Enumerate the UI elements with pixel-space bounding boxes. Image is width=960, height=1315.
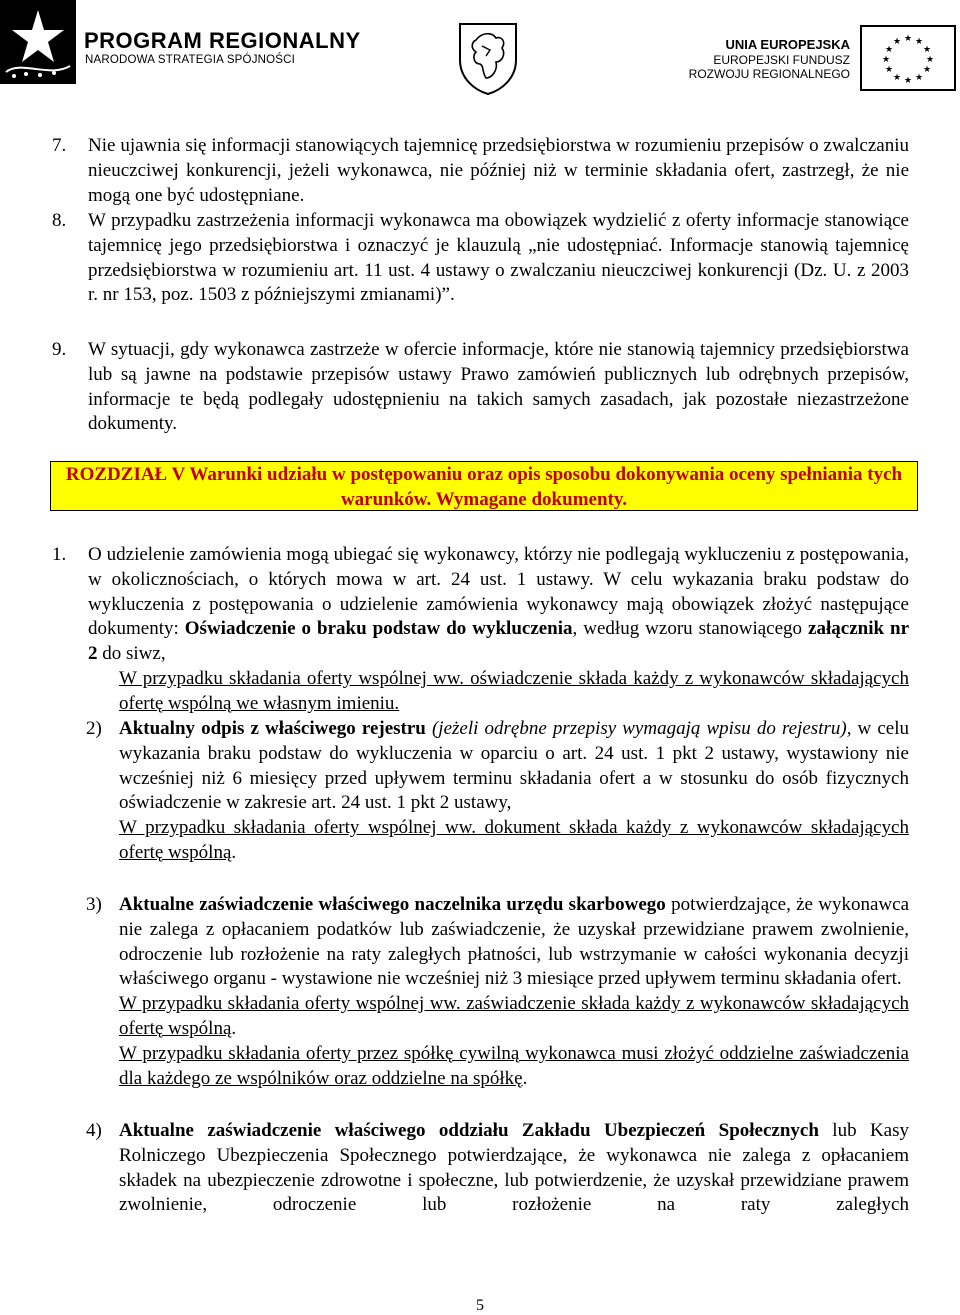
nss-star-logo-icon — [0, 0, 76, 84]
sub-2-italic: (jeżeli odrębne przepisy wymagają wpisu do rejestru), — [431, 718, 852, 739]
svg-text:★: ★ — [884, 45, 894, 55]
sub-3-note2-end: . — [522, 1067, 528, 1089]
item-7-text: Nie ujawnia się informacji stanowiących tajemnicę przedsiębiorstwa w rozumieniu przepisów o zwalczaniu nieuczciwej konkurencji, jeżeli wykonawca, nie później niż w terminie składania ofert, zastrzegł, że nie mogą one być udostępniane. — [88, 135, 909, 206]
svg-text:★: ★ — [922, 65, 932, 75]
doc1-note-text: W przypadku składania oferty wspólnej ww. oświadczenie składa każdy z wykonawców składających ofertę wspólną we własnym imieniu. — [119, 668, 909, 714]
sub-3-note1-end: . — [231, 1017, 237, 1039]
svg-text:★: ★ — [884, 65, 894, 75]
eu-logo — [688, 0, 960, 92]
section-1-intro: O udzielenie zamówienia mogą ubiegać się wykonawcy, którzy nie podlegają wykluczeniu z postępowania, w okolicznościach, o których mowa w art. 24 ust. 1 ustawy. W celu wykazania braku podstaw do wykluczenia z postępowania o udzielenie zamówienia wykonawcy mają obowiązek złożyć następujące dokumenty: — [88, 544, 909, 640]
svg-text:★: ★ — [881, 55, 891, 65]
item-8-text: W przypadku zastrzeżenia informacji wykonawca ma obowiązek wydzielić z oferty informacje stanowiące tajemnicę jego przedsiębiorstwa i oznaczyć je klauzulą „nie udostępniać. Informacje stanowią tajemnicę przedsiębiorstwa w rozumieniu art. 11 ust. 4 ustawy o zwalczaniu nieuczciwej konkurencji (Dz. U. z 2003 r. nr 153, poz. 1503 z późniejszymi zmianami)”. — [88, 210, 909, 306]
griffin-crest-icon — [456, 20, 520, 96]
sub-3-note2: W przypadku składania oferty przez spółkę cywilną wykonawca musi złożyć oddzielne zaświadczenia dla każdego ze wspólników oraz oddzielne na spółkę — [119, 1042, 909, 1089]
sub-3-title: Aktualne zaświadczenie właściwego naczelnika urzędu skarbowego — [119, 894, 666, 915]
svg-text:★: ★ — [925, 55, 935, 65]
svg-text:★: ★ — [892, 37, 902, 47]
item-7-number: 7. — [52, 135, 67, 156]
sub-2-note: W przypadku składania oferty wspólnej ww. dokument składa każdy z wykonawców składających ofertę wspólną — [119, 817, 909, 863]
svg-text:★: ★ — [922, 45, 932, 55]
doc1-note — [119, 667, 909, 717]
sub-2-body: w celu wykazania braku podstaw do wykluczenia w oparciu o art. 24 ust. 1 pkt 2 ustawy, wystawiony nie wcześniej niż 6 miesięcy przed upływem terminu składania ofert a w stosunku do osób fizycznych oświadczenie w zakresie art. 24 ust. 1 pkt 2 ustawy, — [119, 718, 909, 814]
page-number: 5 — [476, 1297, 484, 1314]
sub-2-note-end: . — [231, 841, 237, 863]
item-8-number: 8. — [52, 210, 67, 231]
svg-text:★: ★ — [914, 73, 924, 83]
program-title: PROGRAM REGIONALNY — [84, 28, 361, 53]
chapter-heading: ROZDZIAŁ V Warunki udziału w postępowaniu oraz opis sposobu dokonywania oceny spełniania tych warunków. Wymagane dokumenty. — [50, 461, 918, 511]
page-header — [0, 0, 960, 100]
doc1-mid: , według wzoru stanowiącego — [572, 618, 803, 640]
eu-text — [689, 37, 850, 81]
eu-line3: ROZWOJU REGIONALNEGO — [688, 67, 850, 81]
doc1-attachment: załącznik nr 2 — [88, 618, 910, 665]
sub-3-body: potwierdzające, że wykonawca nie zalega z opłacaniem podatków lub zaświadczenie, że uzyskał przewidziane prawem zwolnienie, odroczenie lub rozłożenie na raty zaległych płatności, lub wstrzymanie w całości wykonania decyzji właściwego organu - wystawione nie wcześniej niż 3 miesiące przed upływem terminu składania ofert. — [119, 894, 910, 990]
sub-2-title: Aktualny odpis z właściwego rejestru — [119, 718, 426, 739]
doc1-title: Oświadczenie o braku podstaw do wykluczenia — [184, 618, 573, 640]
svg-text:★: ★ — [903, 76, 913, 86]
sub-3-number: 3) — [86, 894, 102, 915]
item-9-number: 9. — [52, 339, 67, 360]
sub-4-title: Aktualne zaświadczenie właściwego oddziału Zakładu Ubezpieczeń Społecznych — [119, 1120, 819, 1141]
sub-4-number: 4) — [86, 1120, 102, 1141]
svg-text:★: ★ — [903, 34, 913, 44]
sub-3-text — [119, 893, 909, 1091]
sub-4-text — [119, 1119, 909, 1218]
sub-3-note1: W przypadku składania oferty wspólnej ww. zaświadczenie składa każdy z wykonawców składających ofertę wspólną — [119, 993, 909, 1039]
item-9-text: W sytuacji, gdy wykonawca zastrzeże w ofercie informacje, które nie stanowią tajemnicy przedsiębiorstwa lub są jawne na podstawie przepisów ustawy Prawo zamówień publicznych lub odrębnych przepisów, informacje te będą podlegały udostępnieniu na takich samych zasadach, jak pozostałe niezastrzeżone dokumenty. — [88, 339, 909, 435]
eu-flag-icon — [860, 25, 956, 91]
doc1-end: do siwz, — [102, 643, 166, 665]
svg-text:★: ★ — [914, 37, 924, 47]
sub-2-number: 2) — [86, 718, 102, 739]
program-regionalny-logo — [0, 0, 360, 92]
section-1-number: 1. — [52, 544, 67, 565]
program-subtitle: NARODOWA STRATEGIA SPÓJNOŚCI — [85, 54, 296, 66]
eu-line1: UNIA EUROPEJSKA — [725, 37, 850, 52]
sub-2-text — [119, 717, 909, 866]
svg-text:★: ★ — [892, 73, 902, 83]
sub-4-body: lub Kasy Rolniczego Ubezpieczenia Społecznego potwierdzające, że wykonawca nie zalega z opłacaniem składek na ubezpieczenie zdrowotne i społeczne, lub potwierdzenie, że uzyskał przewidziane prawem zwolnienie, odroczenie lub rozłożenie na raty zaległych — [119, 1120, 910, 1216]
eu-line2: EUROPEJSKI FUNDUSZ — [713, 53, 850, 67]
section-1-text — [88, 543, 909, 667]
